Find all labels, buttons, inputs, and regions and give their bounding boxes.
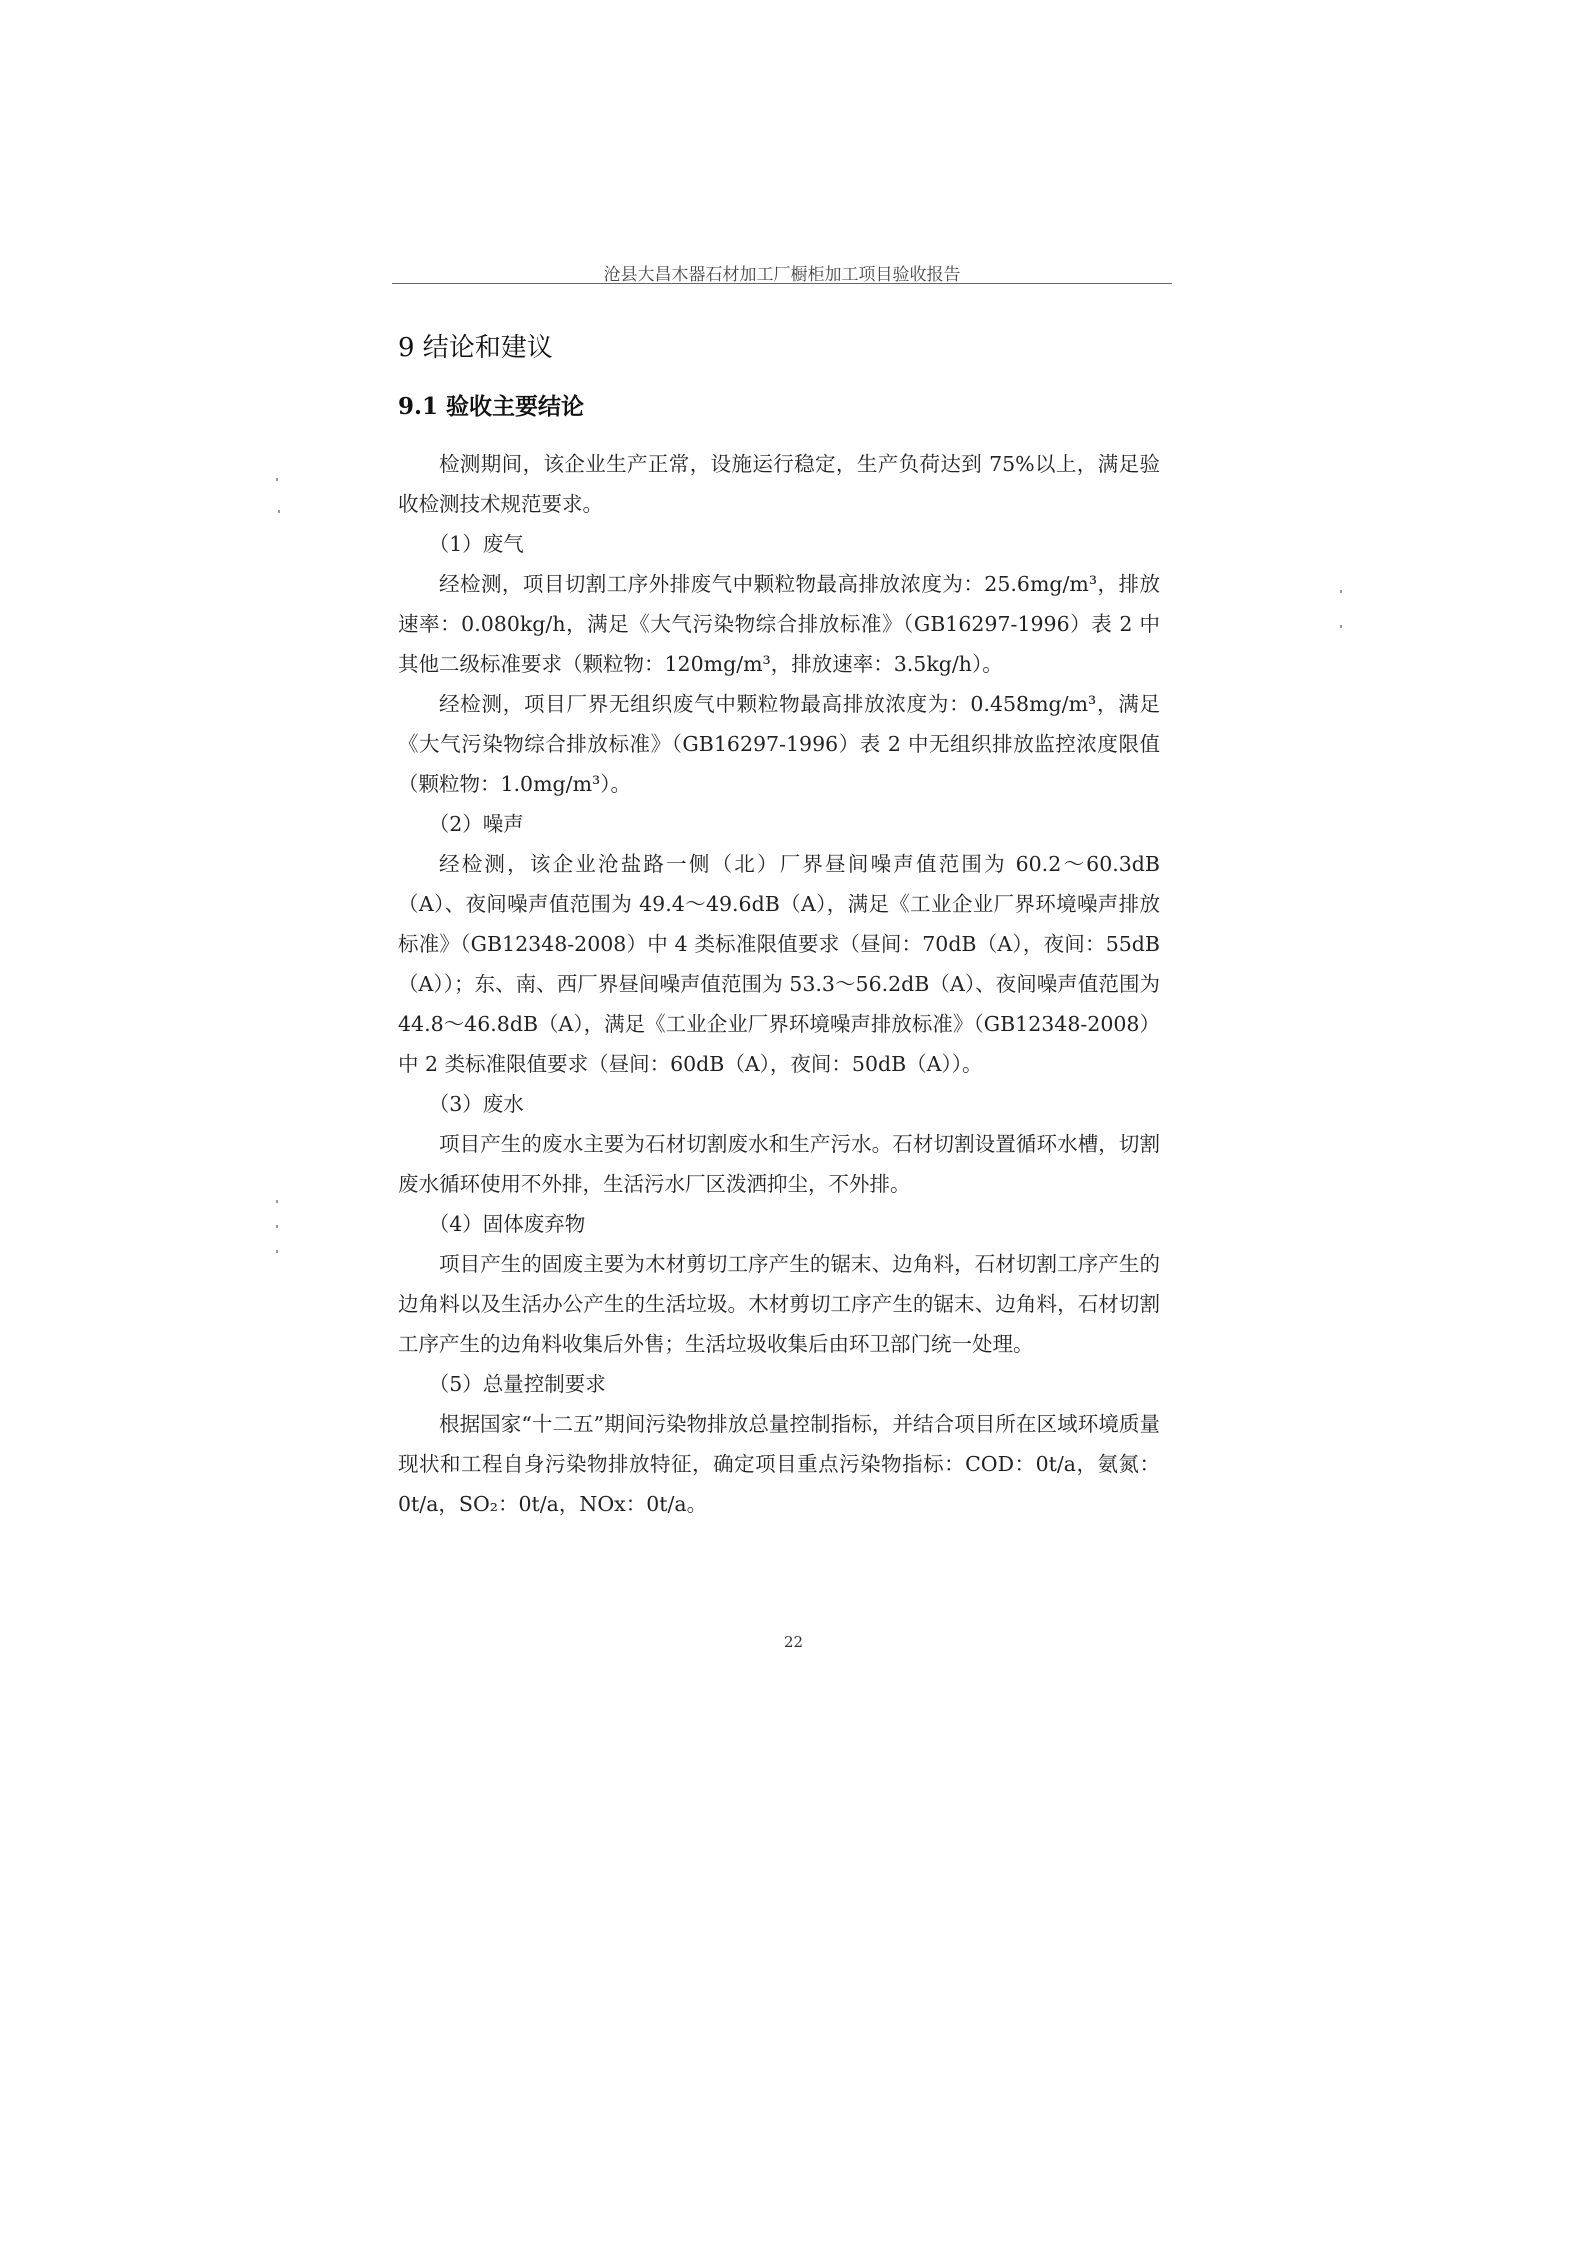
body-text bbox=[398, 444, 1160, 1524]
scan-speck bbox=[276, 478, 278, 481]
item-heading-total-control: （5）总量控制要求 bbox=[428, 1372, 606, 1396]
page-number: 22 bbox=[783, 1633, 804, 1651]
subsection-heading: 9.1 验收主要结论 bbox=[398, 393, 585, 420]
section-heading: 9 结论和建议 bbox=[398, 333, 553, 363]
running-header: 沧县大昌木器石材加工厂橱柜加工项目验收报告 bbox=[603, 265, 961, 285]
scan-speck bbox=[276, 1250, 278, 1253]
paragraph-solid-waste: 项目产生的固废主要为木材剪切工序产生的锯末、边角料，石材切割工序产生的边角料以及生活办公产生的生活垃圾。木材剪切工序产生的锯末、边角料，石材切割工序产生的边角料收集后外售；生活垃圾收集后由环卫部门统一处理。 bbox=[398, 1252, 1160, 1356]
scan-speck bbox=[276, 1225, 278, 1228]
paragraph-organized-emission: 经检测，项目切割工序外排废气中颗粒物最高排放浓度为：25.6mg/m³，排放速率：0.080kg/h，满足《大气污染物综合排放标准》（GB16297-1996）表 2 中其他二级标准要求（颗粒物：120mg/m³，排放速率：3.5kg/h）。 bbox=[398, 572, 1160, 676]
header-rule bbox=[392, 283, 1172, 284]
scan-speck bbox=[1340, 590, 1342, 593]
scan-speck bbox=[278, 510, 280, 513]
paragraph-total-control: 根据国家“十二五”期间污染物排放总量控制指标，并结合项目所在区域环境质量现状和工程自身污染物排放特征，确定项目重点污染物指标：COD：0t/a，氨氮：0t/a，SO₂：0t/a，NOx：0t/a。 bbox=[398, 1412, 1160, 1516]
item-heading-wastewater: （3）废水 bbox=[428, 1092, 524, 1116]
item-heading-solid-waste: （4）固体废弃物 bbox=[428, 1212, 586, 1236]
scan-speck bbox=[276, 1200, 278, 1203]
paragraph-intro: 检测期间，该企业生产正常，设施运行稳定，生产负荷达到 75%以上，满足验收检测技术规范要求。 bbox=[398, 452, 1160, 516]
paragraph-noise: 经检测，该企业沧盐路一侧（北）厂界昼间噪声值范围为 60.2～60.3dB（A）、夜间噪声值范围为 49.4～49.6dB（A），满足《工业企业厂界环境噪声排放标准》（GB12348-2008）中 4 类标准限值要求（昼间：70dB（A），夜间：55dB（A））；东、南、西厂界昼间噪声值范围为 53.3～56.2dB（A）、夜间噪声值范围为 44.8～46.8dB（A），满足《工业企业厂界环境噪声排放标准》（GB12348-2008）中 2 类标准限值要求（昼间：60dB（A），夜间：50dB（A））。 bbox=[398, 852, 1160, 1076]
item-heading-exhaust-gas: （1）废气 bbox=[428, 532, 524, 556]
scan-speck bbox=[1340, 625, 1342, 628]
paragraph-wastewater: 项目产生的废水主要为石材切割废水和生产污水。石材切割设置循环水槽，切割废水循环使用不外排，生活污水厂区泼洒抑尘，不外排。 bbox=[398, 1132, 1160, 1196]
paragraph-unorganized-emission: 经检测，项目厂界无组织废气中颗粒物最高排放浓度为：0.458mg/m³，满足《大气污染物综合排放标准》（GB16297-1996）表 2 中无组织排放监控浓度限值（颗粒物：1.0mg/m³）。 bbox=[398, 692, 1160, 796]
item-heading-noise: （2）噪声 bbox=[428, 812, 524, 836]
